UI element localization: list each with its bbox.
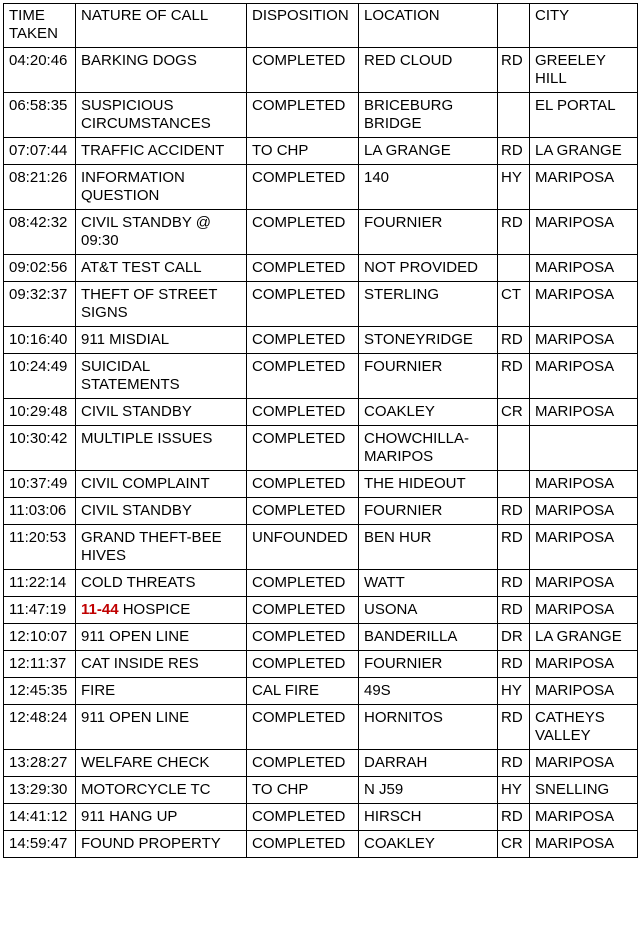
cell-city: MARIPOSA xyxy=(530,354,638,399)
header-city: CITY xyxy=(530,4,638,48)
table-row xyxy=(4,498,638,525)
nature-text: 911 OPEN LINE xyxy=(81,628,190,645)
cell-city: MARIPOSA xyxy=(530,570,638,597)
cell-nature xyxy=(76,750,247,777)
table-row xyxy=(4,255,638,282)
table-row xyxy=(4,138,638,165)
header-nature: NATURE OF CALL xyxy=(76,4,247,48)
cell-location: HIRSCH xyxy=(359,804,498,831)
cell-nature xyxy=(76,525,247,570)
cell-suffix: RD xyxy=(498,651,530,678)
nature-text: WELFARE CHECK xyxy=(81,754,210,771)
cell-time: 09:02:56 xyxy=(4,255,76,282)
cell-nature xyxy=(76,354,247,399)
cell-nature xyxy=(76,399,247,426)
nature-text: SUICIDAL STATEMENTS xyxy=(81,358,180,393)
cell-disposition: COMPLETED xyxy=(247,750,359,777)
cell-location: WATT xyxy=(359,570,498,597)
cell-nature xyxy=(76,705,247,750)
nature-text: GRAND THEFT-BEE HIVES xyxy=(81,529,222,564)
nature-text: MOTORCYCLE TC xyxy=(81,781,211,798)
table-row xyxy=(4,48,638,93)
cell-city: MARIPOSA xyxy=(530,597,638,624)
cell-disposition: COMPLETED xyxy=(247,327,359,354)
cell-city: MARIPOSA xyxy=(530,327,638,354)
cell-suffix: CT xyxy=(498,282,530,327)
table-row xyxy=(4,471,638,498)
cell-disposition: COMPLETED xyxy=(247,399,359,426)
cell-city: CATHEYS VALLEY xyxy=(530,705,638,750)
cell-city: MARIPOSA xyxy=(530,210,638,255)
cell-location: DARRAH xyxy=(359,750,498,777)
cell-nature xyxy=(76,804,247,831)
cell-suffix: RD xyxy=(498,750,530,777)
header-disposition: DISPOSITION xyxy=(247,4,359,48)
header-time: TIME TAKEN xyxy=(4,4,76,48)
cell-location: NOT PROVIDED xyxy=(359,255,498,282)
cell-suffix: RD xyxy=(498,804,530,831)
cell-time: 12:48:24 xyxy=(4,705,76,750)
cell-time: 06:58:35 xyxy=(4,93,76,138)
table-row xyxy=(4,678,638,705)
cell-suffix xyxy=(498,471,530,498)
cell-disposition: COMPLETED xyxy=(247,624,359,651)
cell-city: EL PORTAL xyxy=(530,93,638,138)
cell-suffix: CR xyxy=(498,831,530,858)
cell-location: USONA xyxy=(359,597,498,624)
cell-suffix xyxy=(498,93,530,138)
cell-time: 14:59:47 xyxy=(4,831,76,858)
nature-text: COLD THREATS xyxy=(81,574,196,591)
nature-text: TRAFFIC ACCIDENT xyxy=(81,142,225,159)
cell-location: FOURNIER xyxy=(359,498,498,525)
cell-city: MARIPOSA xyxy=(530,525,638,570)
cell-time: 11:20:53 xyxy=(4,525,76,570)
cell-time: 12:45:35 xyxy=(4,678,76,705)
cell-location: FOURNIER xyxy=(359,651,498,678)
cell-disposition: COMPLETED xyxy=(247,426,359,471)
cell-disposition: COMPLETED xyxy=(247,354,359,399)
cell-nature xyxy=(76,327,247,354)
nature-text: BARKING DOGS xyxy=(81,52,197,69)
nature-text: AT&T TEST CALL xyxy=(81,259,202,276)
cell-suffix: RD xyxy=(498,498,530,525)
cell-location: BEN HUR xyxy=(359,525,498,570)
cell-city: MARIPOSA xyxy=(530,399,638,426)
table-row xyxy=(4,165,638,210)
cell-city: MARIPOSA xyxy=(530,750,638,777)
cell-city: MARIPOSA xyxy=(530,498,638,525)
header-row xyxy=(4,4,638,48)
call-log-body xyxy=(4,48,638,858)
nature-text: FOUND PROPERTY xyxy=(81,835,221,852)
cell-time: 10:16:40 xyxy=(4,327,76,354)
cell-nature xyxy=(76,138,247,165)
nature-text: INFORMATION QUESTION xyxy=(81,169,185,204)
cell-suffix xyxy=(498,255,530,282)
cell-nature xyxy=(76,777,247,804)
cell-location: HORNITOS xyxy=(359,705,498,750)
cell-nature xyxy=(76,48,247,93)
cell-nature xyxy=(76,498,247,525)
cell-time: 08:21:26 xyxy=(4,165,76,210)
cell-time: 13:29:30 xyxy=(4,777,76,804)
cell-nature xyxy=(76,597,247,624)
nature-text: 911 OPEN LINE xyxy=(81,709,190,726)
cell-location: STERLING xyxy=(359,282,498,327)
cell-location: STONEYRIDGE xyxy=(359,327,498,354)
table-row xyxy=(4,831,638,858)
cell-suffix: CR xyxy=(498,399,530,426)
nature-text: 911 MISDIAL xyxy=(81,331,170,348)
cell-city xyxy=(530,426,638,471)
table-row xyxy=(4,525,638,570)
cell-disposition: COMPLETED xyxy=(247,570,359,597)
nature-text: 911 HANG UP xyxy=(81,808,178,825)
cell-disposition: COMPLETED xyxy=(247,471,359,498)
cell-nature xyxy=(76,93,247,138)
cell-city: MARIPOSA xyxy=(530,282,638,327)
cell-city: GREELEY HILL xyxy=(530,48,638,93)
header-suffix xyxy=(498,4,530,48)
cell-suffix: RD xyxy=(498,327,530,354)
nature-text: CIVIL STANDBY xyxy=(81,502,192,519)
cell-location: 140 xyxy=(359,165,498,210)
cell-time: 09:32:37 xyxy=(4,282,76,327)
nature-text: FIRE xyxy=(81,682,116,699)
cell-disposition: COMPLETED xyxy=(247,165,359,210)
table-row xyxy=(4,93,638,138)
nature-text: CIVIL COMPLAINT xyxy=(81,475,210,492)
cell-time: 13:28:27 xyxy=(4,750,76,777)
cell-nature xyxy=(76,831,247,858)
cell-city: MARIPOSA xyxy=(530,804,638,831)
cell-suffix: HY xyxy=(498,678,530,705)
cell-disposition: TO CHP xyxy=(247,138,359,165)
table-row xyxy=(4,624,638,651)
cell-time: 10:24:49 xyxy=(4,354,76,399)
cell-location: BANDERILLA xyxy=(359,624,498,651)
cell-time: 07:07:44 xyxy=(4,138,76,165)
nature-text: CIVIL STANDBY @ 09:30 xyxy=(81,214,211,249)
cell-suffix: RD xyxy=(498,354,530,399)
cell-time: 10:37:49 xyxy=(4,471,76,498)
cell-suffix: RD xyxy=(498,48,530,93)
table-row xyxy=(4,210,638,255)
cell-nature xyxy=(76,624,247,651)
cell-disposition: CAL FIRE xyxy=(247,678,359,705)
cell-location: FOURNIER xyxy=(359,354,498,399)
cell-nature xyxy=(76,678,247,705)
cell-time: 14:41:12 xyxy=(4,804,76,831)
cell-location: COAKLEY xyxy=(359,831,498,858)
cell-disposition: UNFOUNDED xyxy=(247,525,359,570)
cell-location: THE HIDEOUT xyxy=(359,471,498,498)
cell-time: 08:42:32 xyxy=(4,210,76,255)
cell-location: CHOWCHILLA-MARIPOS xyxy=(359,426,498,471)
nature-text: HOSPICE xyxy=(122,601,191,618)
table-row xyxy=(4,354,638,399)
cell-disposition: COMPLETED xyxy=(247,651,359,678)
cell-nature xyxy=(76,570,247,597)
cell-disposition: COMPLETED xyxy=(247,831,359,858)
table-row xyxy=(4,426,638,471)
cell-nature xyxy=(76,282,247,327)
nature-text: CIVIL STANDBY xyxy=(81,403,192,420)
cell-city: MARIPOSA xyxy=(530,651,638,678)
cell-disposition: COMPLETED xyxy=(247,93,359,138)
cell-disposition: COMPLETED xyxy=(247,498,359,525)
cell-time: 10:30:42 xyxy=(4,426,76,471)
cell-location: LA GRANGE xyxy=(359,138,498,165)
cell-disposition: COMPLETED xyxy=(247,282,359,327)
cell-city: MARIPOSA xyxy=(530,831,638,858)
nature-text: SUSPICIOUS CIRCUMSTANCES xyxy=(81,97,211,132)
cell-city: LA GRANGE xyxy=(530,624,638,651)
cell-suffix: RD xyxy=(498,210,530,255)
cell-time: 04:20:46 xyxy=(4,48,76,93)
cell-location: FOURNIER xyxy=(359,210,498,255)
cell-nature xyxy=(76,255,247,282)
table-row xyxy=(4,399,638,426)
cell-nature xyxy=(76,210,247,255)
table-row xyxy=(4,570,638,597)
cell-disposition: COMPLETED xyxy=(247,804,359,831)
header-location: LOCATION xyxy=(359,4,498,48)
cell-location: 49S xyxy=(359,678,498,705)
cell-disposition: COMPLETED xyxy=(247,210,359,255)
cell-suffix: HY xyxy=(498,777,530,804)
cell-location: N J59 xyxy=(359,777,498,804)
cell-city: MARIPOSA xyxy=(530,678,638,705)
cell-suffix: RD xyxy=(498,705,530,750)
cell-city: MARIPOSA xyxy=(530,165,638,210)
radio-code: 11-44 xyxy=(81,601,119,618)
cell-nature xyxy=(76,426,247,471)
cell-nature xyxy=(76,471,247,498)
table-row xyxy=(4,282,638,327)
table-row xyxy=(4,777,638,804)
cell-suffix: RD xyxy=(498,570,530,597)
table-row xyxy=(4,804,638,831)
cell-nature xyxy=(76,165,247,210)
table-row xyxy=(4,327,638,354)
table-row xyxy=(4,750,638,777)
cell-location: COAKLEY xyxy=(359,399,498,426)
cell-time: 10:29:48 xyxy=(4,399,76,426)
cell-disposition: TO CHP xyxy=(247,777,359,804)
cell-suffix xyxy=(498,426,530,471)
cell-time: 11:03:06 xyxy=(4,498,76,525)
nature-text: CAT INSIDE RES xyxy=(81,655,199,672)
cell-location: RED CLOUD xyxy=(359,48,498,93)
cell-location: BRICEBURG BRIDGE xyxy=(359,93,498,138)
cell-disposition: COMPLETED xyxy=(247,48,359,93)
nature-text: THEFT OF STREET SIGNS xyxy=(81,286,218,321)
cell-time: 11:22:14 xyxy=(4,570,76,597)
cell-city: LA GRANGE xyxy=(530,138,638,165)
cell-suffix: RD xyxy=(498,597,530,624)
cell-nature xyxy=(76,651,247,678)
cell-disposition: COMPLETED xyxy=(247,705,359,750)
call-log-table xyxy=(3,3,638,858)
cell-time: 12:10:07 xyxy=(4,624,76,651)
table-row xyxy=(4,705,638,750)
table-row xyxy=(4,651,638,678)
cell-suffix: DR xyxy=(498,624,530,651)
nature-text: MULTIPLE ISSUES xyxy=(81,430,213,447)
cell-city: MARIPOSA xyxy=(530,255,638,282)
cell-time: 11:47:19 xyxy=(4,597,76,624)
cell-suffix: HY xyxy=(498,165,530,210)
cell-city: MARIPOSA xyxy=(530,471,638,498)
cell-suffix: RD xyxy=(498,138,530,165)
cell-disposition: COMPLETED xyxy=(247,255,359,282)
cell-city: SNELLING xyxy=(530,777,638,804)
table-row xyxy=(4,597,638,624)
cell-suffix: RD xyxy=(498,525,530,570)
cell-time: 12:11:37 xyxy=(4,651,76,678)
cell-disposition: COMPLETED xyxy=(247,597,359,624)
